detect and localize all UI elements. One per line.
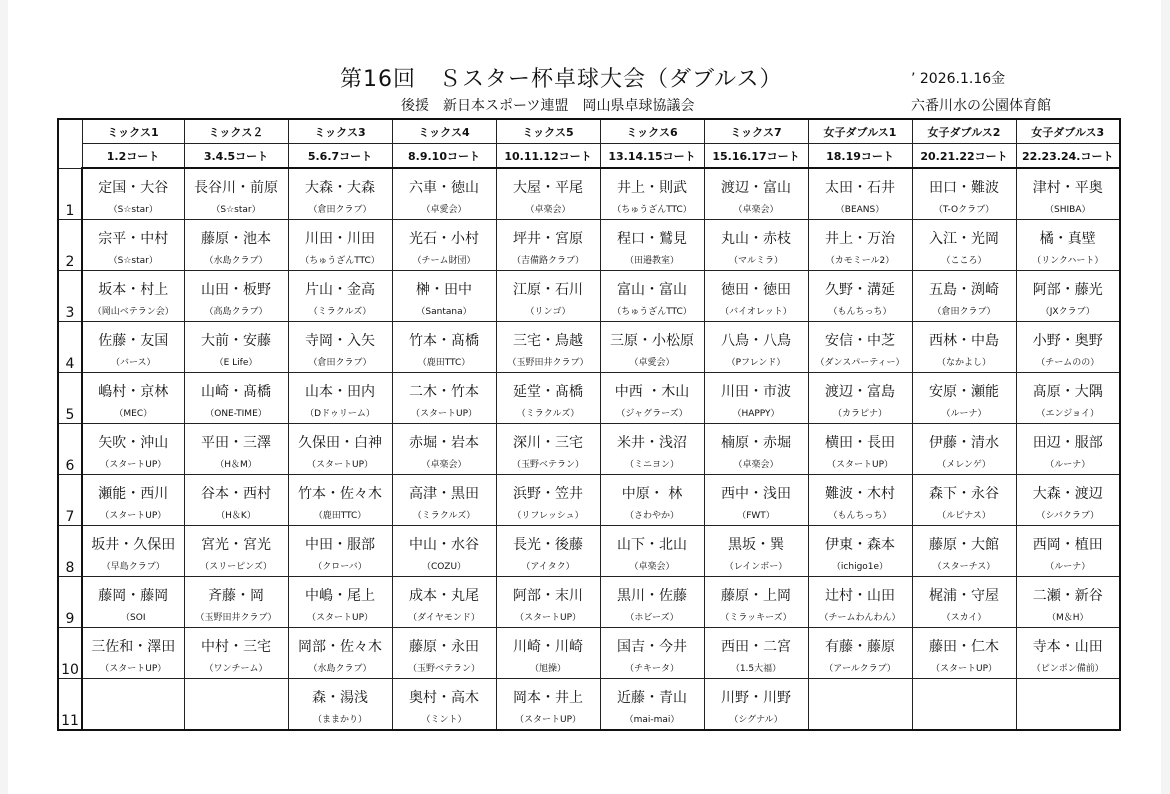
pair-row [58,475,1120,504]
pair-names: 三佐和・澤田 [82,628,184,657]
pair-names: 黒坂・巽 [704,526,808,555]
pair-names: 二木・竹本 [392,373,496,402]
pair-names: 黒川・佐藤 [600,577,704,606]
pair-names: 西田・二宮 [704,628,808,657]
pair-names: 伊東・森本 [808,526,912,555]
row-number: 10 [58,628,82,679]
pair-names [1016,679,1120,708]
pair-names: 有藤・藤原 [808,628,912,657]
row-number: 5 [58,373,82,424]
club-name: （スタートUP） [392,401,496,424]
club-name: （ONE-TIME） [184,401,288,424]
pair-names: 山下・北山 [600,526,704,555]
club-name: （旭操） [496,656,600,679]
club-name: （シバクラブ） [1016,503,1120,526]
club-name: （SHIBA） [1016,197,1120,220]
club-name: （エンジョイ） [1016,401,1120,424]
club-name [1016,707,1120,730]
pair-names: 浜野・笠井 [496,475,600,504]
pair-names: 八鳥・八鳥 [704,322,808,351]
pair-names: 阿部・末川 [496,577,600,606]
event-name: ミックス1 [82,119,184,144]
club-name: （卓楽会） [392,452,496,475]
pair-names: 斉藤・岡 [184,577,288,606]
club-row [58,554,1120,577]
club-row [58,350,1120,373]
club-name: （BEANS） [808,197,912,220]
club-row [58,605,1120,628]
pair-names: 寺本・山田 [1016,628,1120,657]
club-name: （チームわんわん） [808,605,912,628]
event-header-row [58,119,1120,144]
row-number: 9 [58,577,82,628]
pair-names: 井上・則武 [600,168,704,197]
pair-names: 入江・光岡 [912,220,1016,249]
club-name: （スタートUP） [912,656,1016,679]
pair-names: 津村・平奥 [1016,168,1120,197]
pair-names: 大森・大森 [288,168,392,197]
club-name: （倉田クラブ） [288,197,392,220]
pair-names: 藤原・大館 [912,526,1016,555]
club-name: （S☆star） [82,197,184,220]
club-name: （レインボー） [704,554,808,577]
club-name: （Santana） [392,299,496,322]
pair-names: 高津・黒田 [392,475,496,504]
club-name: （倉田クラブ） [912,299,1016,322]
event-date: ’ 2026.1.16金 [911,71,1006,87]
pair-row [58,628,1120,657]
pair-names: 渡辺・富山 [704,168,808,197]
club-name: （水島クラブ） [288,656,392,679]
pair-names: 成本・丸尾 [392,577,496,606]
pair-names: 西岡・植田 [1016,526,1120,555]
club-name: （スタートUP） [496,707,600,730]
pair-names: 定国・大谷 [82,168,184,197]
court-assignment: 3.4.5コート [184,144,288,169]
sponsor-line: 後援 新日本スポーツ連盟 岡山県卓球協議会 [401,98,695,114]
club-name: （MEC） [82,401,184,424]
pair-names: 徳田・徳田 [704,271,808,300]
club-name: （HAPPY） [704,401,808,424]
club-name: （JXクラブ） [1016,299,1120,322]
pair-row [58,373,1120,402]
pair-names: 宗平・中村 [82,220,184,249]
row-number: 2 [58,220,82,271]
pair-names: 山崎・髙橋 [184,373,288,402]
club-name: （ワンチーム） [184,656,288,679]
event-name: 女子ダブルス1 [808,119,912,144]
row-number: 11 [58,679,82,731]
page-title: 第16回 Ｓスター杯卓球大会（ダブルス） [340,67,783,92]
pair-row [58,220,1120,249]
club-name: （メレンゲ） [912,452,1016,475]
pair-names: 矢吹・沖山 [82,424,184,453]
pair-names: 岡部・佐々木 [288,628,392,657]
club-name [808,707,912,730]
row-number: 6 [58,424,82,475]
pair-names: 橘・真壁 [1016,220,1120,249]
club-name: （T-Oクラブ） [912,197,1016,220]
club-name: （H＆K） [184,503,288,526]
pair-names: 西中・浅田 [704,475,808,504]
club-name: （ルーナ） [1016,554,1120,577]
pair-names: 森・湯浅 [288,679,392,708]
club-name: （ミント） [392,707,496,730]
pair-names: 谷本・西村 [184,475,288,504]
club-name: （スリーピンズ） [184,554,288,577]
club-name: （Pフレンド） [704,350,808,373]
club-name: （M＆H） [1016,605,1120,628]
club-name: （アールクラブ） [808,656,912,679]
club-name: （ミラクルズ） [392,503,496,526]
club-name: （ミニヨン） [600,452,704,475]
club-name: （ルピナス） [912,503,1016,526]
pair-names: 宮光・宮光 [184,526,288,555]
pair-names: 大森・渡辺 [1016,475,1120,504]
pair-names: 川崎・川崎 [496,628,600,657]
pair-names: 藤岡・藤岡 [82,577,184,606]
pair-names: 井上・万治 [808,220,912,249]
club-name: （Dドゥリーム） [288,401,392,424]
pair-names: 中村・三宅 [184,628,288,657]
court-row [58,144,1120,169]
court-assignment: 13.14.15コート [600,144,704,169]
club-name: （チーム財団） [392,248,496,271]
club-name: （ミラッキーズ） [704,605,808,628]
club-name: （アイタク） [496,554,600,577]
club-name: （スターチス） [912,554,1016,577]
club-name: （田邉教室） [600,248,704,271]
club-name: （カモミール2） [808,248,912,271]
club-name: （チームのの） [1016,350,1120,373]
club-name: （チキータ） [600,656,704,679]
pair-names: 川野・川野 [704,679,808,708]
pair-names: 安原・瀬能 [912,373,1016,402]
court-assignment: 1.2コート [82,144,184,169]
club-name: （玉野ベテラン） [496,452,600,475]
pair-names: 難波・木村 [808,475,912,504]
club-row [58,197,1120,220]
court-assignment: 10.11.12コート [496,144,600,169]
pair-names [808,679,912,708]
club-name: （クローバ） [288,554,392,577]
club-name: （ホビーズ） [600,605,704,628]
pair-row [58,424,1120,453]
club-name: （ピンポン備前） [1016,656,1120,679]
club-name: （mai-mai） [600,707,704,730]
pair-names: 程口・鷲見 [600,220,704,249]
club-name: （スタートUP） [82,503,184,526]
club-name: （S☆star） [82,248,184,271]
club-name: （鹿田TTC） [392,350,496,373]
club-name: （玉野田井クラブ） [496,350,600,373]
club-name: （ミラクルズ） [288,299,392,322]
club-name: （リンクハート） [1016,248,1120,271]
club-name [82,707,184,730]
venue: 六番川水の公園体育館 [911,98,1051,114]
pair-names: 坂本・村上 [82,271,184,300]
club-name: （もんちっち） [808,503,912,526]
pair-names: 山田・板野 [184,271,288,300]
pair-names: 山本・田内 [288,373,392,402]
club-name: （玉野田井クラブ） [184,605,288,628]
pair-names: 川田・市波 [704,373,808,402]
club-name: （ichigo1e） [808,554,912,577]
club-name: （E Life） [184,350,288,373]
club-name: （高島クラブ） [184,299,288,322]
club-row [58,503,1120,526]
row-number: 1 [58,168,82,220]
pair-names: 中西 ・木山 [600,373,704,402]
club-name: （鹿田TTC） [288,503,392,526]
court-assignment: 8.9.10コート [392,144,496,169]
pair-names: 六車・徳山 [392,168,496,197]
pair-names: 坂井・久保田 [82,526,184,555]
pair-names: 梶浦・守屋 [912,577,1016,606]
club-name: （リフレッシュ） [496,503,600,526]
club-name: （マルミラ） [704,248,808,271]
pair-names: 光石・小村 [392,220,496,249]
club-name: （ルーナ） [912,401,1016,424]
club-name: （スタートUP） [496,605,600,628]
club-name: （吉備路クラブ） [496,248,600,271]
club-name: （FWT） [704,503,808,526]
pair-names: 中嶋・尾上 [288,577,392,606]
club-name: （卓楽会） [704,452,808,475]
pair-names: 横田・長田 [808,424,912,453]
court-assignment: 15.16.17コート [704,144,808,169]
event-name: ミックス7 [704,119,808,144]
row-number: 3 [58,271,82,322]
pair-names: 藤田・仁木 [912,628,1016,657]
pair-names: 佐藤・友国 [82,322,184,351]
club-name [184,707,288,730]
club-name: （ままかり） [288,707,392,730]
pair-names: 江原・石川 [496,271,600,300]
club-name: （ミラクルズ） [496,401,600,424]
pair-names: 岡本・井上 [496,679,600,708]
court-assignment: 22.23.24.コート [1016,144,1120,169]
club-name: （さわやか） [600,503,704,526]
club-name [912,707,1016,730]
club-name: （卓楽会） [704,197,808,220]
pair-names: 赤堀・岩本 [392,424,496,453]
pair-names: 楠原・赤堀 [704,424,808,453]
pair-names: 近藤・青山 [600,679,704,708]
pair-names: 中田・服部 [288,526,392,555]
club-name: （早島クラブ） [82,554,184,577]
pair-names: 五島・渕崎 [912,271,1016,300]
row-number: 8 [58,526,82,577]
pair-names: 川田・川田 [288,220,392,249]
club-name: （倉田クラブ） [288,350,392,373]
club-name: （岡山ベテラン会） [82,299,184,322]
pair-names: 太田・石井 [808,168,912,197]
pair-names: 延堂・髙橋 [496,373,600,402]
club-name: （カラピナ） [808,401,912,424]
club-name: （バイオレット） [704,299,808,322]
event-name: ミックス3 [288,119,392,144]
pair-names: 寺岡・入矢 [288,322,392,351]
club-row [58,248,1120,271]
pair-names: 藤原・池本 [184,220,288,249]
pair-names: 久野・溝延 [808,271,912,300]
club-name: （もんちっち） [808,299,912,322]
club-name: （ジャグラーズ） [600,401,704,424]
club-name: （シグナル） [704,707,808,730]
club-name: （卓楽会） [600,554,704,577]
pair-names: 長光・後藤 [496,526,600,555]
pair-names: 坪井・宮原 [496,220,600,249]
pair-names: 三原・小松原 [600,322,704,351]
pair-names: 三宅・鳥越 [496,322,600,351]
pair-names: 田口・難波 [912,168,1016,197]
club-name: （H＆M） [184,452,288,475]
pair-row [58,322,1120,351]
event-name: ミックス5 [496,119,600,144]
club-name: （スタートUP） [808,452,912,475]
club-name: （卓愛会） [600,350,704,373]
pair-row [58,168,1120,197]
court-assignment: 20.21.22コート [912,144,1016,169]
pair-names: 長谷川・前原 [184,168,288,197]
pair-row [58,679,1120,708]
pair-names: 渡辺・富島 [808,373,912,402]
club-name: （S☆star） [184,197,288,220]
event-name: ミックス4 [392,119,496,144]
club-name: （ちゅうざんTTC） [600,197,704,220]
event-name: ミックス6 [600,119,704,144]
club-name: （スカイ） [912,605,1016,628]
court-assignment: 18.19コート [808,144,912,169]
pair-names: 富山・富山 [600,271,704,300]
club-name: （スタートUP） [288,452,392,475]
pair-names [912,679,1016,708]
pair-names: 安信・中芝 [808,322,912,351]
pair-row [58,271,1120,300]
club-name: （玉野ベテラン） [392,656,496,679]
club-name: （こころ） [912,248,1016,271]
club-name: （1.5大福） [704,656,808,679]
pair-names: 深川・三宅 [496,424,600,453]
pair-names: 大屋・平尾 [496,168,600,197]
club-name: （ルーナ） [1016,452,1120,475]
pair-names: 片山・金高 [288,271,392,300]
pair-names: 竹本・佐々木 [288,475,392,504]
pair-names: 中山・水谷 [392,526,496,555]
pair-names: 久保田・白神 [288,424,392,453]
pair-row [58,526,1120,555]
pair-names: 国吉・今井 [600,628,704,657]
pair-names: 森下・永谷 [912,475,1016,504]
pair-names: 辻村・山田 [808,577,912,606]
pair-names: 二瀬・新谷 [1016,577,1120,606]
club-name: （スタートUP） [82,656,184,679]
pair-names: 藤原・上岡 [704,577,808,606]
pair-names: 小野・奥野 [1016,322,1120,351]
pair-names: 嶋村・京林 [82,373,184,402]
court-assignment: 5.6.7コート [288,144,392,169]
club-name: （バース） [82,350,184,373]
pair-names: 丸山・赤枝 [704,220,808,249]
pair-names: 奥村・高木 [392,679,496,708]
club-name: （スタートUP） [288,605,392,628]
event-name: 女子ダブルス2 [912,119,1016,144]
pair-names: 藤原・永田 [392,628,496,657]
club-name: （SOI [82,605,184,628]
pair-names: 中原・ 林 [600,475,704,504]
pair-names: 瀬能・西川 [82,475,184,504]
club-row [58,656,1120,679]
corner-cell [58,119,82,168]
club-row [58,707,1120,730]
club-name: （COZU） [392,554,496,577]
pair-names: 米井・浅沼 [600,424,704,453]
club-name: （ちゅうざんTTC） [288,248,392,271]
row-number: 4 [58,322,82,373]
club-name: （卓楽会） [496,197,600,220]
pair-names: 伊藤・清水 [912,424,1016,453]
pair-names: 阿部・藤光 [1016,271,1120,300]
club-row [58,401,1120,424]
pair-names: 竹本・髙橋 [392,322,496,351]
pair-names: 大前・安藤 [184,322,288,351]
club-name: （水島クラブ） [184,248,288,271]
club-name: （リンゴ） [496,299,600,322]
event-name: 女子ダブルス3 [1016,119,1120,144]
club-name: （なかよし） [912,350,1016,373]
pair-names [82,679,184,708]
club-name: （ダイヤモンド） [392,605,496,628]
club-name: （ちゅうざんTTC） [600,299,704,322]
pair-names [184,679,288,708]
pair-names: 髙原・大隅 [1016,373,1120,402]
club-row [58,299,1120,322]
club-name: （スタートUP） [82,452,184,475]
row-number: 7 [58,475,82,526]
club-name: （ダンスパーティー） [808,350,912,373]
club-name: （卓愛会） [392,197,496,220]
pair-names: 西林・中島 [912,322,1016,351]
draw-table [57,118,1121,731]
club-row [58,452,1120,475]
pair-names: 田辺・服部 [1016,424,1120,453]
pair-row [58,577,1120,606]
event-name: ミックス２ [184,119,288,144]
pair-names: 平田・三澤 [184,424,288,453]
pair-names: 榊・田中 [392,271,496,300]
